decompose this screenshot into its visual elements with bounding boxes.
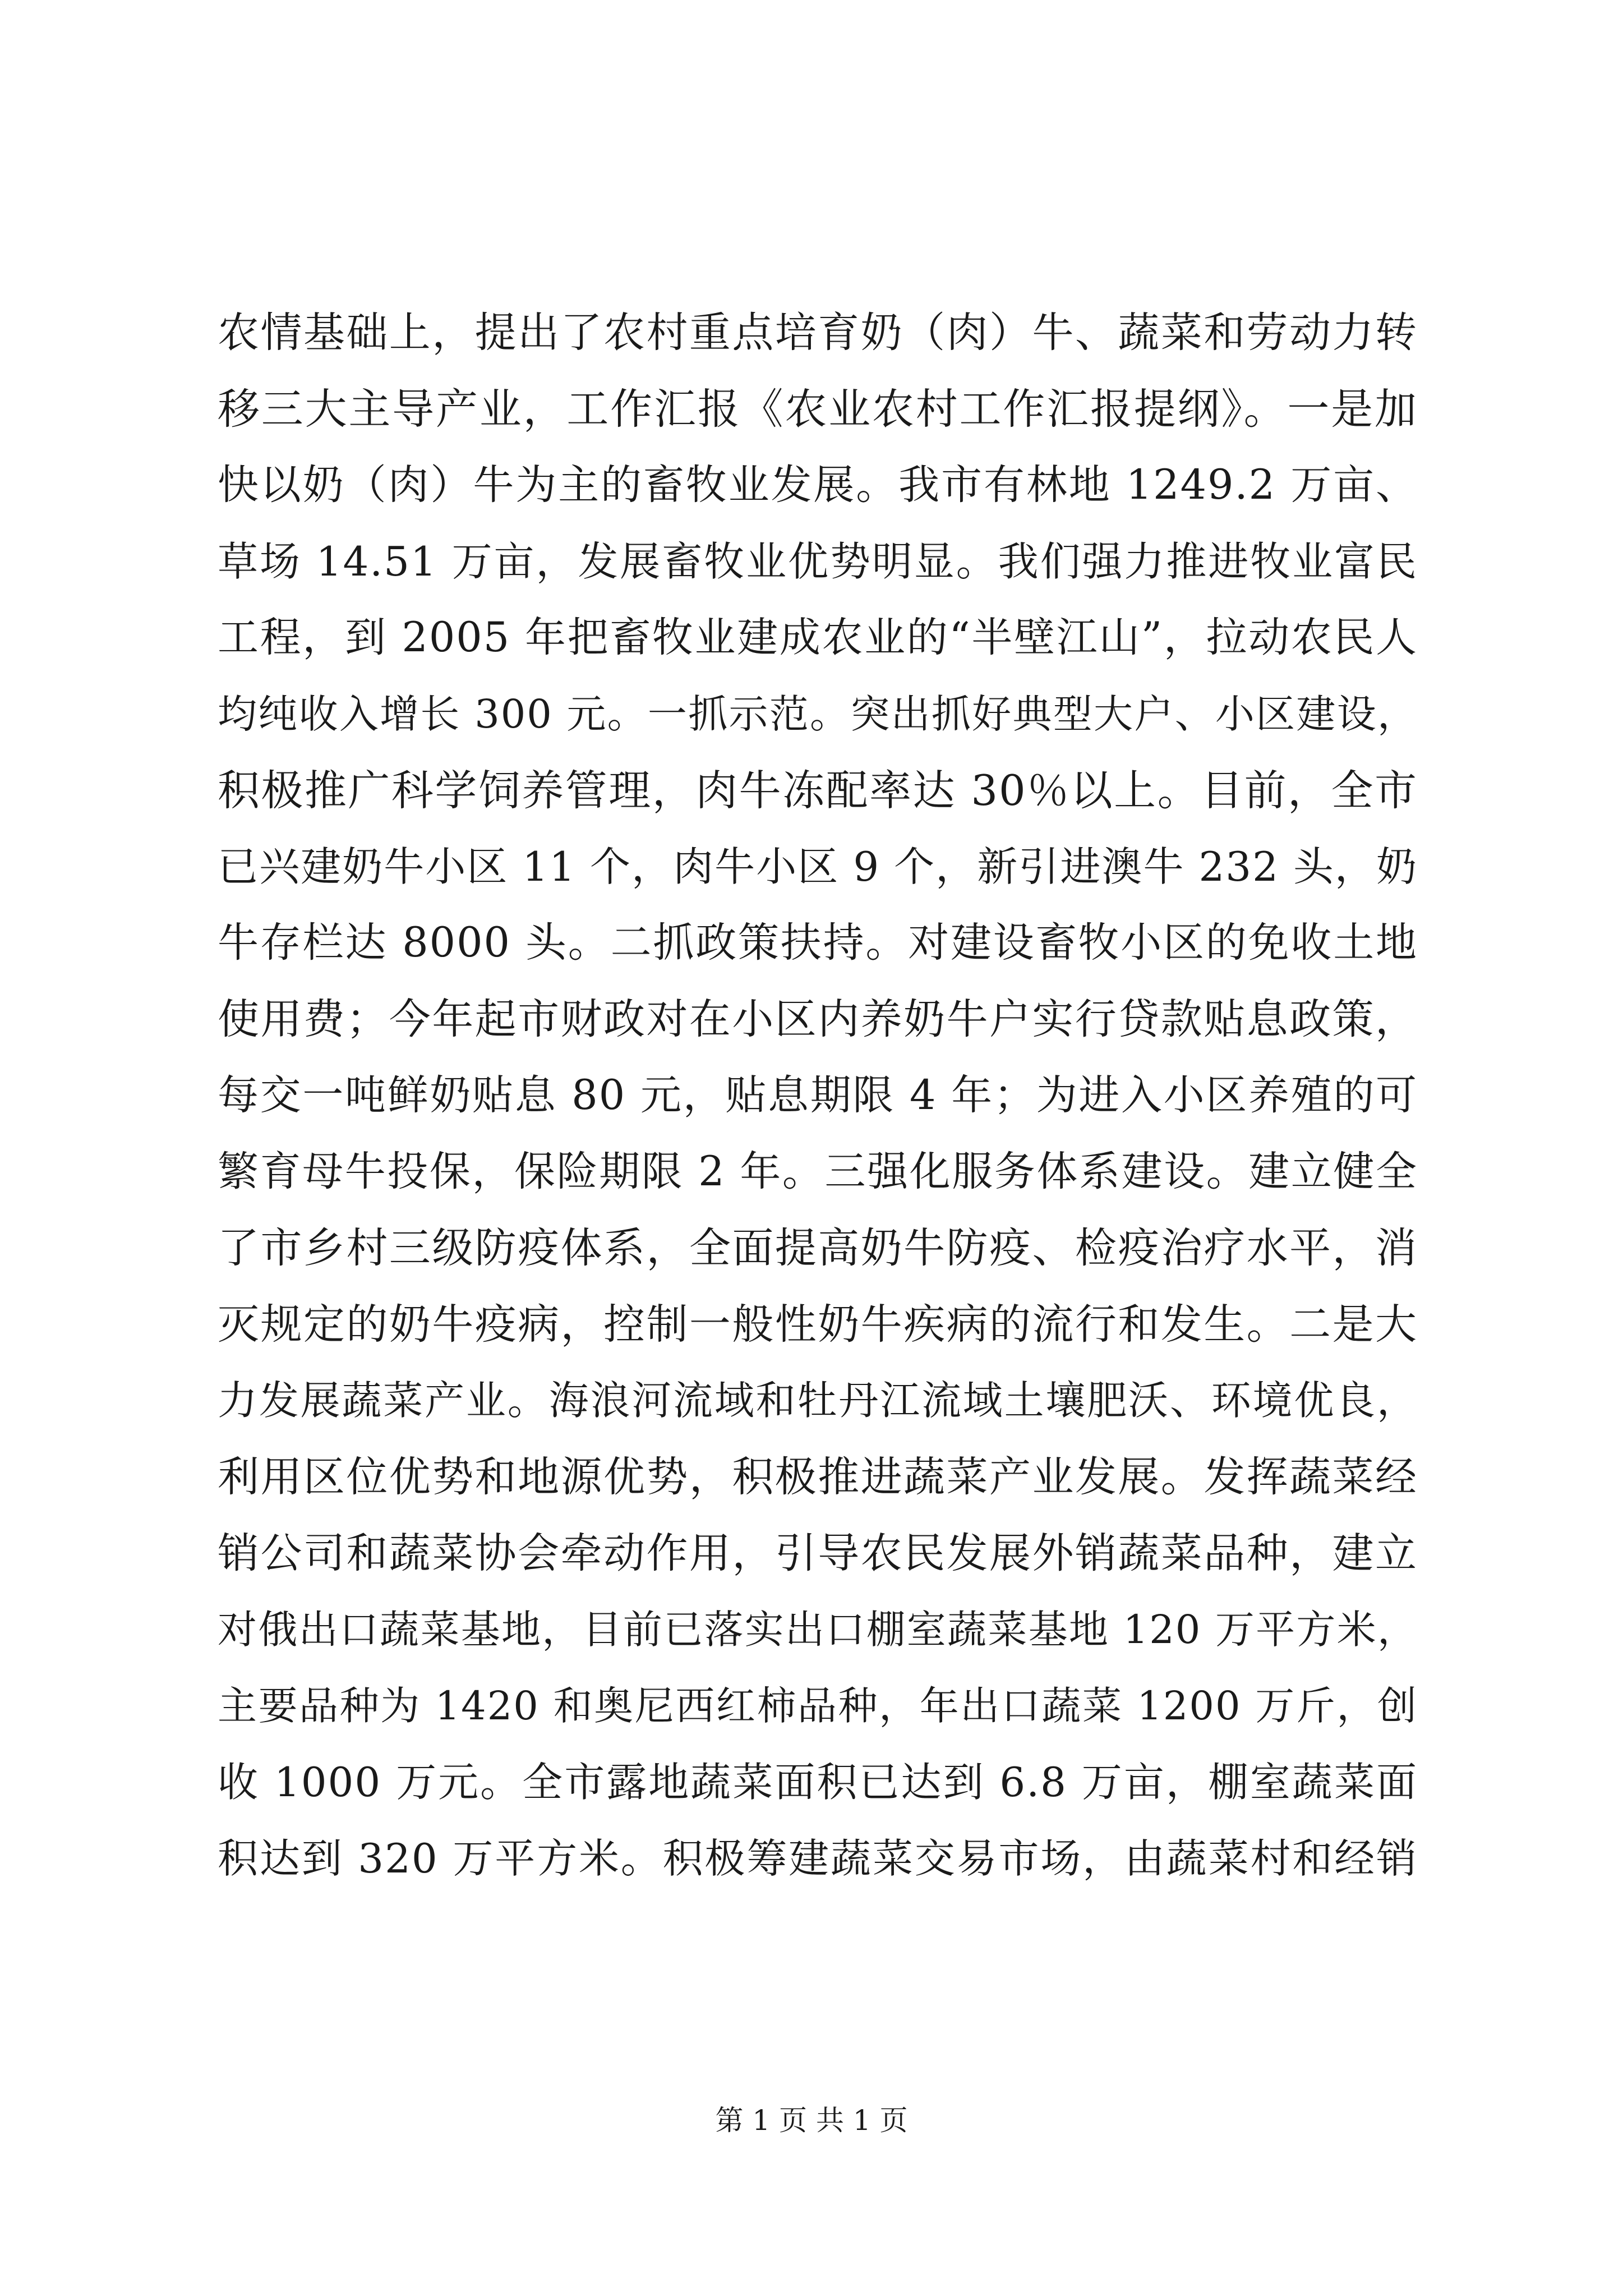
text-line: 快以奶（肉）牛为主的畜牧业发展。我市有林地 1249.2 万亩、: [218, 461, 1418, 509]
text-line: 牛存栏达 8000 头。二抓政策扶持。对建设畜牧小区的免收土地: [218, 919, 1418, 967]
body-text: [218, 295, 1418, 1897]
text-line: 每交一吨鲜奶贴息 80 元，贴息期限 4 年；为进入小区养殖的可: [218, 1071, 1418, 1119]
text-line: 移三大主导产业，工作汇报《农业农村工作汇报提纲》。一是加: [218, 384, 1418, 434]
text-line: 对俄出口蔬菜基地，目前已落实出口棚室蔬菜基地 120 万平方米，: [218, 1607, 1418, 1653]
text-line: 收 1000 万元。全市露地蔬菜面积已达到 6.8 万亩，棚室蔬菜面: [218, 1759, 1418, 1806]
text-line: 积达到 320 万平方米。积极筹建蔬菜交易市场，由蔬菜村和经销: [218, 1835, 1418, 1882]
text-line: 销公司和蔬菜协会牵动作用，引导农民发展外销蔬菜品种，建立: [218, 1529, 1418, 1577]
text-line: 工程，到 2005 年把畜牧业建成农业的“半壁江山”，拉动农民人: [218, 614, 1418, 661]
text-line: 主要品种为 1420 和奥尼西红柿品种，年出口蔬菜 1200 万斤，创: [218, 1683, 1418, 1729]
text-line: 使用费；今年起市财政对在小区内养奶牛户实行贷款贴息政策，: [218, 995, 1418, 1043]
text-line: 均纯收入增长 300 元。一抓示范。突出抓好典型大户、小区建设，: [218, 691, 1418, 737]
page-footer: 第 1 页 共 1 页: [715, 2104, 908, 2137]
text-line: 积极推广科学饲养管理，肉牛冻配率达 30％以上。目前，全市: [218, 766, 1418, 815]
text-line: 灭规定的奶牛疫病，控制一般性奶牛疾病的流行和发生。二是大: [218, 1300, 1418, 1349]
text-line: 利用区位优势和地源优势，积极推进蔬菜产业发展。发挥蔬菜经: [218, 1453, 1418, 1501]
text-line: 繁育母牛投保，保险期限 2 年。三强化服务体系建设。建立健全: [218, 1148, 1418, 1195]
text-line: 了市乡村三级防疫体系，全面提高奶牛防疫、检疫治疗水平，消: [218, 1224, 1418, 1272]
text-line: 已兴建奶牛小区 11 个，肉牛小区 9 个，新引进澳牛 232 头，奶: [218, 843, 1418, 890]
text-line: 草场 14.51 万亩，发展畜牧业优势明显。我们强力推进牧业富民: [218, 538, 1418, 585]
text-line: 力发展蔬菜产业。海浪河流域和牡丹江流域土壤肥沃、环境优良，: [218, 1377, 1418, 1424]
text-line: 农情基础上，提出了农村重点培育奶（肉）牛、蔬菜和劳动力转: [218, 309, 1418, 357]
